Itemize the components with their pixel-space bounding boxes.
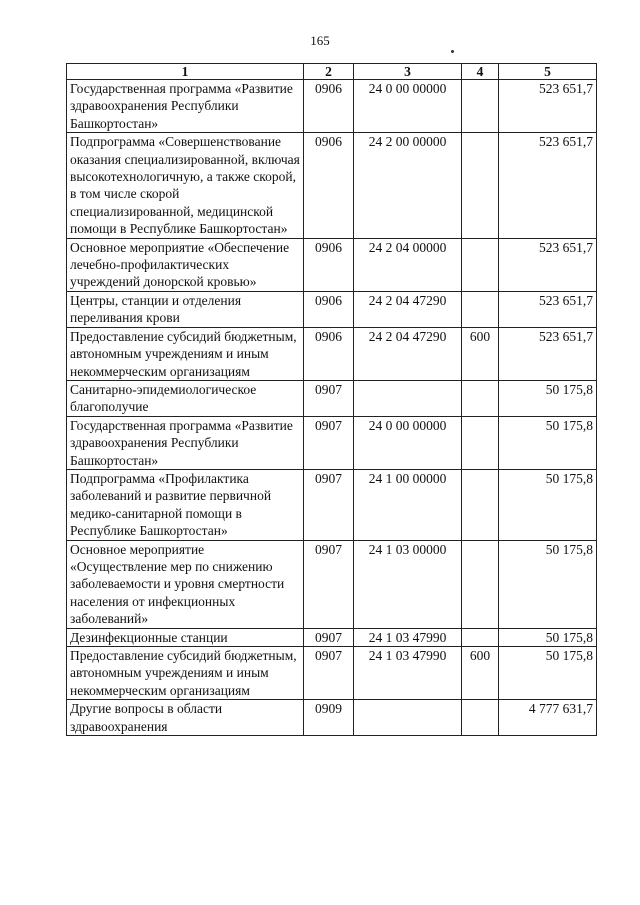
row-name: Дезинфекционные станции (67, 628, 304, 646)
row-amount: 50 175,8 (499, 540, 597, 628)
row-name: Санитарно-эпидемиологическое благополучие (67, 380, 304, 416)
row-target: 24 0 00 00000 (354, 416, 462, 469)
row-section: 0907 (304, 469, 354, 540)
row-name: Другие вопросы в области здравоохранения (67, 700, 304, 736)
header-col-4: 4 (462, 64, 499, 80)
row-target: 24 1 03 47990 (354, 647, 462, 700)
header-col-3: 3 (354, 64, 462, 80)
row-target: 24 1 00 00000 (354, 469, 462, 540)
table-row (67, 291, 597, 327)
row-expense (462, 469, 499, 540)
row-expense (462, 700, 499, 736)
row-name: Предоставление субсидий бюджетным, автономным учреждениям и иным некоммерческим организациям (67, 647, 304, 700)
row-amount: 4 777 631,7 (499, 700, 597, 736)
page-number: 165 (310, 33, 330, 48)
table-body (67, 80, 597, 736)
row-section: 0907 (304, 628, 354, 646)
row-section: 0907 (304, 380, 354, 416)
row-target: 24 1 03 00000 (354, 540, 462, 628)
table-row (67, 540, 597, 628)
row-expense (462, 291, 499, 327)
row-section: 0909 (304, 700, 354, 736)
row-expense (462, 133, 499, 238)
row-section: 0907 (304, 416, 354, 469)
table-row (67, 647, 597, 700)
row-expense: 600 (462, 647, 499, 700)
row-target (354, 380, 462, 416)
table-header (67, 64, 597, 80)
row-expense (462, 628, 499, 646)
header-row (67, 64, 597, 80)
table-row (67, 238, 597, 291)
row-target: 24 1 03 47990 (354, 628, 462, 646)
table-row (67, 327, 597, 380)
header-col-5: 5 (499, 64, 597, 80)
row-name: Государственная программа «Развитие здравоохранения Республики Башкортостан» (67, 416, 304, 469)
row-name: Подпрограмма «Совершенствование оказания специализированной, включая высокотехнологичную, а также скорой, в том числе скорой специализированной, медицинской помощи в Республике Башкортостан» (67, 133, 304, 238)
row-target (354, 700, 462, 736)
row-amount: 50 175,8 (499, 416, 597, 469)
row-target: 24 0 00 00000 (354, 80, 462, 133)
row-amount: 523 651,7 (499, 327, 597, 380)
row-amount: 523 651,7 (499, 238, 597, 291)
row-expense (462, 416, 499, 469)
table-row (67, 380, 597, 416)
row-section: 0906 (304, 291, 354, 327)
row-expense (462, 380, 499, 416)
row-section: 0906 (304, 238, 354, 291)
row-name: Предоставление субсидий бюджетным, автономным учреждениям и иным некоммерческим организациям (67, 327, 304, 380)
row-amount: 50 175,8 (499, 628, 597, 646)
table-row (67, 80, 597, 133)
row-section: 0906 (304, 327, 354, 380)
table-row (67, 469, 597, 540)
row-amount: 50 175,8 (499, 380, 597, 416)
row-section: 0907 (304, 540, 354, 628)
row-section: 0906 (304, 133, 354, 238)
row-expense (462, 238, 499, 291)
row-name: Государственная программа «Развитие здравоохранения Республики Башкортостан» (67, 80, 304, 133)
row-target: 24 2 04 47290 (354, 327, 462, 380)
header-col-2: 2 (304, 64, 354, 80)
row-section: 0906 (304, 80, 354, 133)
row-name: Основное мероприятие «Обеспечение лечебно-профилактических учреждений донорской кровью» (67, 238, 304, 291)
row-amount: 50 175,8 (499, 647, 597, 700)
row-amount: 523 651,7 (499, 80, 597, 133)
table-row (67, 416, 597, 469)
row-target: 24 2 04 47290 (354, 291, 462, 327)
row-name: Центры, станции и отделения переливания крови (67, 291, 304, 327)
row-amount: 50 175,8 (499, 469, 597, 540)
table-row (67, 133, 597, 238)
row-amount: 523 651,7 (499, 291, 597, 327)
row-name: Основное мероприятие «Осуществление мер по снижению заболеваемости и уровня смертности населения от инфекционных заболеваний» (67, 540, 304, 628)
row-expense (462, 80, 499, 133)
row-section: 0907 (304, 647, 354, 700)
row-expense: 600 (462, 327, 499, 380)
row-target: 24 2 00 00000 (354, 133, 462, 238)
header-col-1: 1 (67, 64, 304, 80)
table-row (67, 700, 597, 736)
row-amount: 523 651,7 (499, 133, 597, 238)
table-row (67, 628, 597, 646)
row-name: Подпрограмма «Профилактика заболеваний и развитие первичной медико-санитарной помощи в Республике Башкортостан» (67, 469, 304, 540)
row-expense (462, 540, 499, 628)
row-target: 24 2 04 00000 (354, 238, 462, 291)
scan-speck (451, 50, 454, 53)
budget-table (66, 63, 597, 736)
